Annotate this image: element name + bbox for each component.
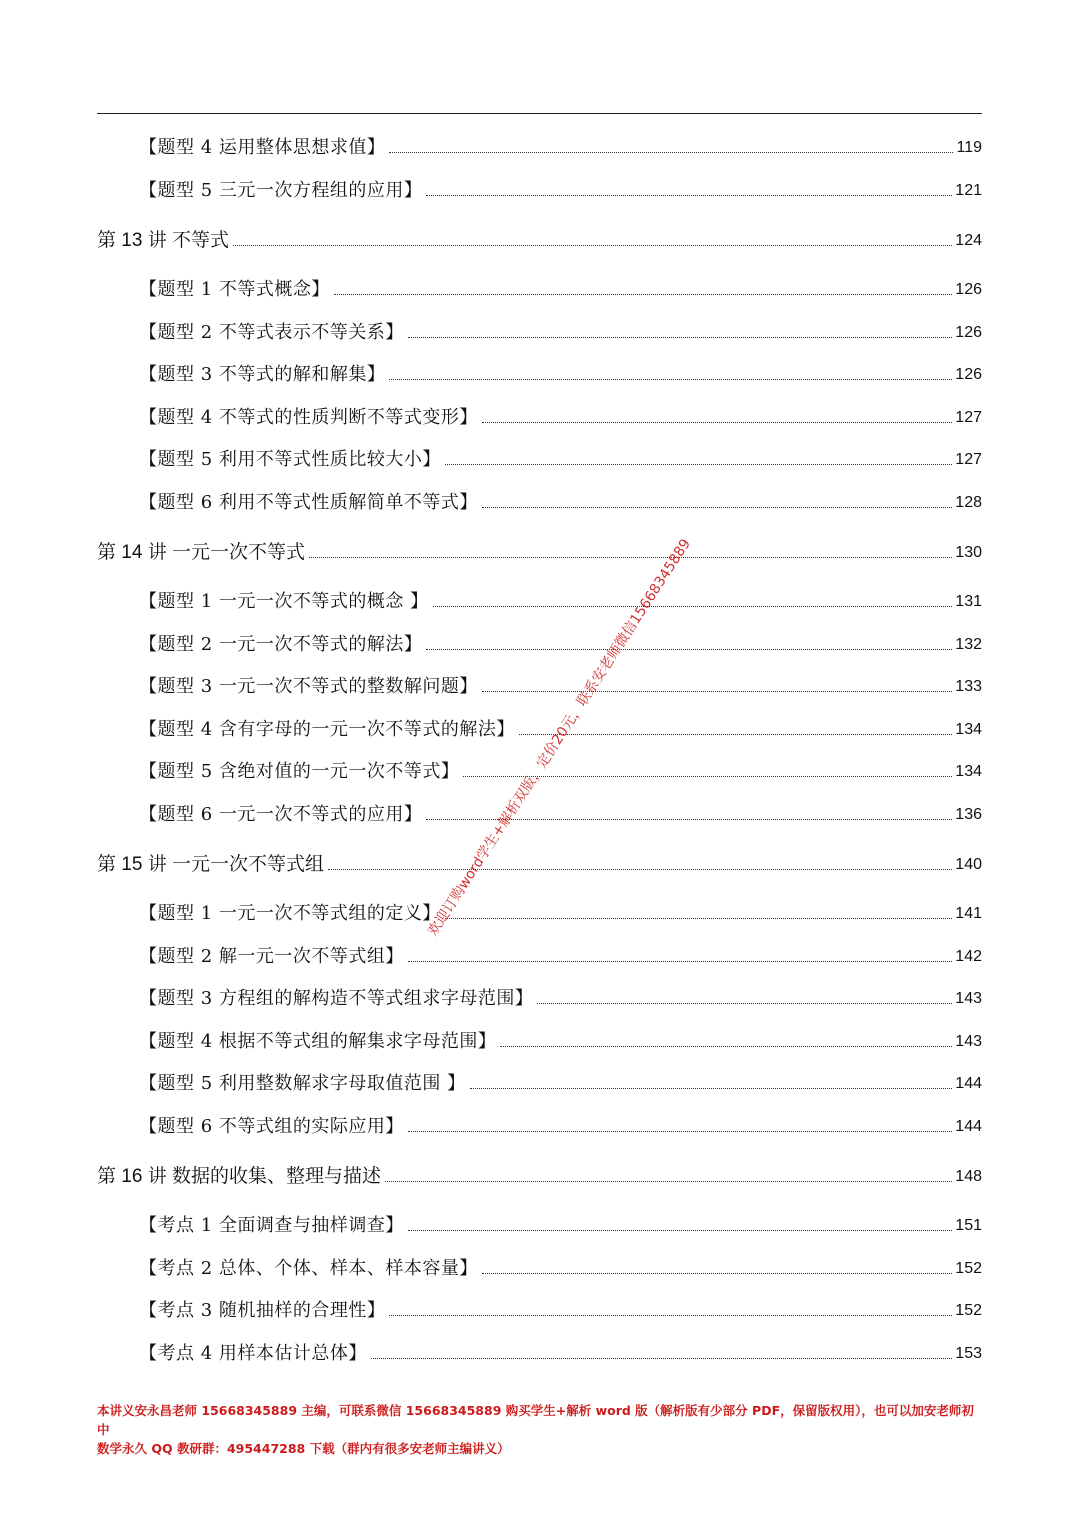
toc-dot-leader [389,379,952,380]
toc-entry-title: 【考点 1 全面调查与抽样调查】 [139,1215,404,1236]
toc-page-number: 133 [955,678,982,695]
toc-page-number: 119 [956,139,982,156]
toc-page-number: 141 [955,905,982,922]
toc-item-entry[interactable] [97,173,982,203]
toc-item-entry[interactable] [97,939,982,969]
toc-page-number: 128 [955,493,982,511]
toc-page-number: 121 [955,181,982,199]
toc-page-number: 152 [955,1302,982,1319]
toc-entry-title: 【题型 4 根据不等式组的解集求字母范围】 [139,1030,497,1052]
toc-dot-leader [500,1046,952,1047]
toc-item-entry[interactable] [97,627,982,657]
toc-dot-leader [433,606,953,607]
header-rule [97,113,982,114]
toc-item-entry[interactable] [97,1208,982,1238]
toc-item-entry[interactable] [97,1293,982,1323]
toc-item-entry[interactable] [97,1336,982,1366]
toc-item-entry[interactable] [97,485,982,515]
toc-entry-title: 【题型 6 利用不等式性质解简单不等式】 [139,491,478,513]
toc-page-number: 127 [955,408,982,426]
toc-entry-title: 【考点 3 随机抽样的合理性】 [139,1300,386,1321]
toc-item-entry[interactable] [97,1251,982,1281]
watermark: 欢迎订购word学生+解析双版，定价20元，联系安老师微信15668345889 [424,536,695,940]
footer-notice [97,1401,982,1458]
toc-entry-title: 【题型 1 一元一次不等式的概念 】 [139,591,429,612]
toc-dot-leader [233,245,952,246]
toc-page-number: 153 [955,1344,982,1362]
toc-page-number: 134 [955,763,982,780]
toc-page-number: 148 [955,1168,982,1185]
toc-entry-title: 【题型 4 不等式的性质判断不等式变形】 [139,406,478,428]
toc-dot-leader [445,464,952,465]
toc-page-number: 144 [955,1117,982,1135]
toc-dot-leader [426,649,952,650]
toc-dot-leader [408,961,952,962]
toc-item-entry[interactable] [97,130,982,160]
toc-entry-title: 第 16 讲 数据的收集、整理与描述 [97,1166,381,1187]
toc-entry-title: 【题型 2 解一元一次不等式组】 [139,945,404,967]
toc-page-number: 152 [955,1259,982,1277]
toc-dot-leader [334,294,952,295]
toc-dot-leader [519,734,952,735]
toc-page-number: 142 [955,947,982,965]
toc-dot-leader [445,918,952,919]
toc-item-entry[interactable] [97,400,982,430]
footer-line-2: 数学永久 QQ 教研群：495447288 下载（群内有很多安老师主编讲义） [97,1441,510,1456]
toc-page-number: 143 [955,1032,982,1050]
toc-entry-title: 第 15 讲 一元一次不等式组 [97,854,324,875]
toc-page-number: 143 [955,990,982,1007]
toc-lecture-entry[interactable] [97,1159,982,1189]
toc-item-entry[interactable] [97,1109,982,1139]
toc-page-number: 131 [955,593,982,610]
toc-page-number: 140 [955,856,982,873]
toc-dot-leader [328,869,952,870]
toc-item-entry[interactable] [97,896,982,926]
toc-page-number: 144 [955,1075,982,1092]
toc-entry-title: 【考点 4 用样本估计总体】 [139,1342,367,1364]
toc-item-entry[interactable] [97,1024,982,1054]
toc-entry-title: 【题型 2 一元一次不等式的解法】 [139,633,423,655]
toc-page-number: 124 [955,232,982,249]
toc-dot-leader [408,1131,952,1132]
toc-entry-title: 【题型 5 含绝对值的一元一次不等式】 [139,761,460,782]
toc-entry-title: 【题型 6 一元一次不等式的应用】 [139,803,423,825]
toc-dot-leader [482,422,952,423]
toc-page-number: 132 [955,635,982,653]
toc-dot-leader [537,1003,952,1004]
toc-item-entry[interactable] [97,584,982,614]
toc-dot-leader [426,195,952,196]
toc-entry-title: 第 13 讲 不等式 [97,230,229,251]
toc-item-entry[interactable] [97,712,982,742]
toc-page-number: 134 [955,720,982,738]
toc-lecture-entry[interactable] [97,847,982,877]
toc-entry-title: 【题型 6 不等式组的实际应用】 [139,1115,404,1137]
toc-entry-title: 【题型 4 含有字母的一元一次不等式的解法】 [139,718,515,740]
toc-entry-title: 【题型 3 方程组的解构造不等式组求字母范围】 [139,988,534,1009]
toc-page-number: 126 [955,323,982,341]
toc-item-entry[interactable] [97,272,982,302]
toc-page-number: 127 [955,451,982,468]
toc-entry-title: 【题型 1 不等式概念】 [139,279,330,300]
toc-dot-leader [385,1181,952,1182]
toc-dot-leader [389,152,953,153]
toc-dot-leader [482,691,952,692]
toc-entry-title: 【题型 3 不等式的解和解集】 [139,364,386,385]
toc-page-number: 126 [955,366,982,383]
toc-entry-title: 【题型 4 运用整体思想求值】 [139,137,386,158]
toc-page-number: 130 [955,544,982,561]
toc-page-number: 151 [955,1217,982,1234]
toc-item-entry[interactable] [97,797,982,827]
toc-dot-leader [482,507,952,508]
toc-lecture-entry[interactable] [97,535,982,565]
toc-dot-leader [389,1315,952,1316]
toc-entry-title: 【题型 5 利用整数解求字母取值范围 】 [139,1073,466,1094]
toc-dot-leader [482,1273,952,1274]
toc-item-entry[interactable] [97,1066,982,1096]
toc-item-entry[interactable] [97,315,982,345]
toc-entry-title: 【题型 1 一元一次不等式组的定义】 [139,903,441,924]
toc-dot-leader [408,1230,952,1231]
toc-dot-leader [309,557,952,558]
toc-entry-title: 【考点 2 总体、个体、样本、样本容量】 [139,1257,478,1279]
toc-page-number: 126 [955,281,982,298]
toc-item-entry[interactable] [97,981,982,1011]
toc-page-number: 136 [955,805,982,823]
toc-dot-leader [371,1358,952,1359]
footer-line-1: 本讲义安永昌老师 15668345889 主编，可联系微信 15668345889 购买学生+解析 word 版（解析版有少部分 PDF，保留版权用），也可以加安老师初中 [97,1403,974,1437]
toc-entry-title: 第 14 讲 一元一次不等式 [97,542,305,563]
toc-item-entry[interactable] [97,442,982,472]
toc-dot-leader [408,337,952,338]
toc-entry-title: 【题型 5 利用不等式性质比较大小】 [139,449,441,470]
toc-item-entry[interactable] [97,357,982,387]
toc-entry-title: 【题型 2 不等式表示不等关系】 [139,321,404,343]
toc-lecture-entry[interactable] [97,223,982,253]
toc-entry-title: 【题型 5 三元一次方程组的应用】 [139,179,423,201]
toc-item-entry[interactable] [97,669,982,699]
toc-dot-leader [470,1088,953,1089]
toc-entry-title: 【题型 3 一元一次不等式的整数解问题】 [139,676,478,697]
